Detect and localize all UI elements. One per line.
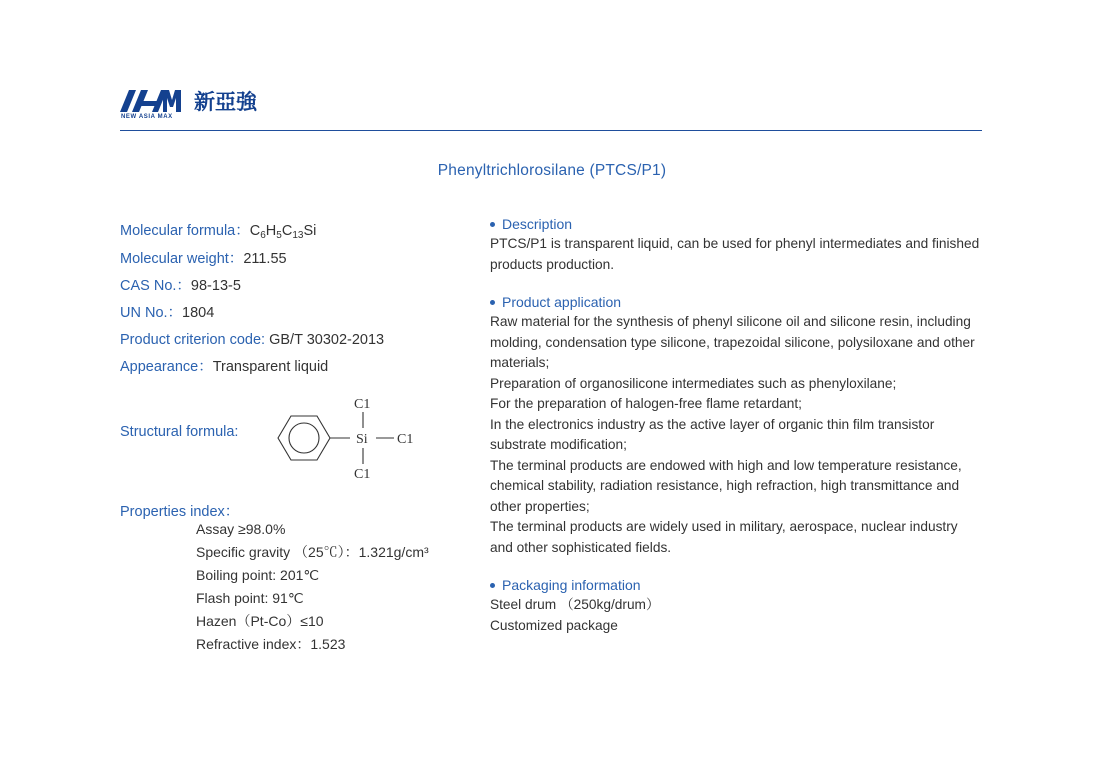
structural-formula-block bbox=[120, 388, 480, 493]
company-name-cn: 新亞強 bbox=[194, 90, 257, 114]
company-name-en: NEW ASIA MAX bbox=[121, 114, 173, 120]
property-un-no bbox=[120, 300, 480, 327]
description-text: PTCS/P1 is transparent liquid, can be used for phenyl intermediates and finished products production. bbox=[490, 236, 980, 272]
bullet-icon bbox=[490, 300, 495, 305]
nam-logo-mark-icon bbox=[120, 88, 188, 114]
property-value: GB/T 30302-2013 bbox=[269, 332, 385, 348]
packaging-line: Customized package bbox=[490, 617, 618, 633]
property-label: Product criterion code: bbox=[120, 332, 266, 348]
property-value: $C_6H_5C_{13}Si$ bbox=[249, 223, 317, 241]
packaging-line: Steel drum （250kg/drum） bbox=[490, 597, 660, 612]
application-line: For the preparation of halogen-free flame retardant; bbox=[490, 396, 802, 411]
properties-index-item: Assay ≥98.0% bbox=[196, 521, 286, 537]
properties-index-item: Flash point: 91℃ bbox=[196, 590, 304, 606]
product-details bbox=[490, 216, 980, 636]
product-application-heading bbox=[490, 294, 980, 310]
property-label: Molecular formula： bbox=[120, 223, 250, 239]
atom-cl-top: C1 bbox=[354, 397, 371, 412]
properties-index-item: Specific gravity （25℃）：1.321g/cm³ bbox=[196, 544, 429, 560]
document-header bbox=[120, 88, 982, 132]
property-value: 211.55 bbox=[243, 251, 287, 267]
application-line: The terminal products are endowed with high and low temperature resistance, chemical stability, radiation resistance, high refraction, high transmittance and other properties; bbox=[490, 457, 962, 514]
bullet-icon bbox=[490, 222, 495, 227]
property-label: CAS No.： bbox=[120, 278, 191, 294]
properties-index-item: Boiling point: 201℃ bbox=[196, 567, 320, 583]
property-value: 98-13-5 bbox=[190, 278, 241, 294]
atom-si: Si bbox=[356, 432, 368, 447]
application-line: In the electronics industry as the active layer of organic thin film transistor substrate modification; bbox=[490, 416, 935, 452]
application-line: Raw material for the synthesis of phenyl silicone oil and silicone resin, including molding, condensation type silicone, trapezoidal silicone, polysiloxane and other materials; bbox=[490, 314, 975, 370]
application-line: Preparation of organosilicone intermediates such as phenyloxilane; bbox=[490, 375, 897, 391]
atom-cl-right: C1 bbox=[397, 432, 414, 447]
structural-formula-label: Structural formula: bbox=[120, 424, 239, 440]
bullet-icon bbox=[490, 583, 495, 588]
property-label: Appearance： bbox=[120, 359, 213, 375]
property-value: 1804 bbox=[182, 305, 215, 321]
product-properties-list bbox=[120, 218, 480, 381]
property-label: Molecular weight： bbox=[120, 251, 244, 267]
property-product-criterion-code bbox=[120, 327, 480, 354]
description-heading-label: Description bbox=[502, 216, 573, 232]
page-title: Phenyltrichlorosilane (PTCS/P1) bbox=[437, 162, 667, 179]
property-value: Transparent liquid bbox=[212, 359, 329, 375]
atom-cl-bottom: C1 bbox=[354, 467, 371, 482]
property-molecular-formula bbox=[120, 218, 480, 246]
product-application-heading-label: Product application bbox=[502, 294, 622, 310]
packaging-heading-label: Packaging information bbox=[502, 577, 641, 593]
property-appearance bbox=[120, 354, 480, 381]
packaging-information-heading bbox=[490, 577, 980, 593]
property-molecular-weight bbox=[120, 246, 480, 273]
properties-index-item: Hazen（Pt-Co）≤10 bbox=[196, 613, 324, 629]
header-divider bbox=[120, 130, 982, 131]
properties-index-list bbox=[196, 518, 516, 656]
structural-formula-diagram bbox=[260, 388, 460, 493]
company-logo bbox=[120, 88, 257, 120]
properties-index-heading: Properties index： bbox=[120, 504, 240, 520]
property-label: UN No.： bbox=[120, 305, 183, 321]
property-cas-no bbox=[120, 273, 480, 300]
application-line: The terminal products are widely used in military, aerospace, nuclear industry and other sophisticated fields. bbox=[490, 519, 958, 555]
properties-index-item: Refractive index：1.523 bbox=[196, 636, 346, 652]
description-heading bbox=[490, 216, 980, 232]
